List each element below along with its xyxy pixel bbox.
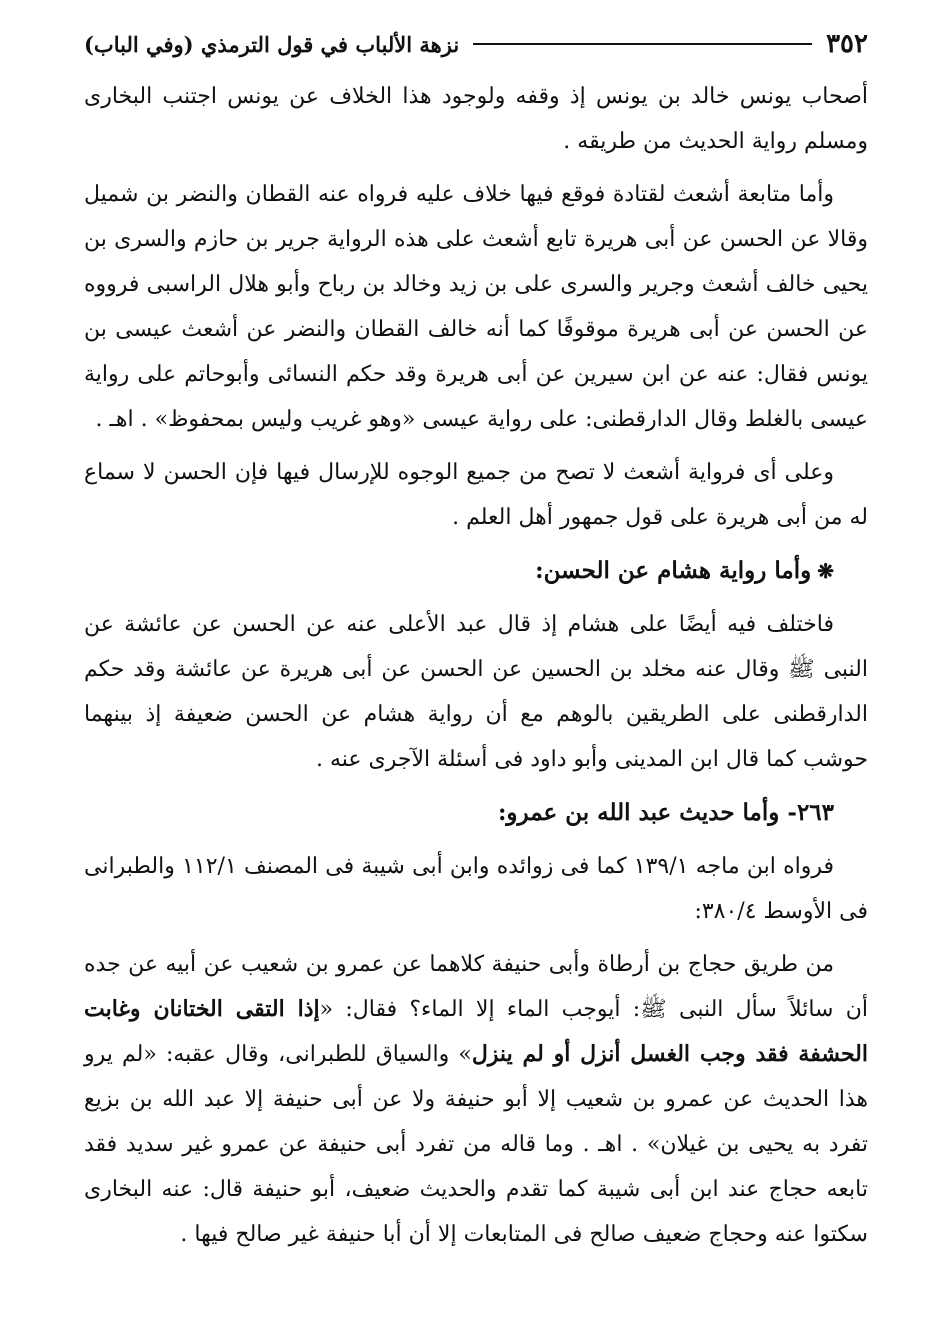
paragraph (84, 942, 868, 1257)
paragraph: وأما متابعة أشعث لقتادة فوقع فيها خلاف عليه فرواه عنه القطان والنضر بن شميل وقالا عن الحسن عن أبى هريرة تابع أشعث على هذه الرواية جرير بن حازم والسرى بن يحيى خالف أشعث وجرير والسرى على بن زيد وخالد بن رباح وأبو هلال الراسبى فرووه عن الحسن عن أبى هريرة موقوفًا كما أنه خالف القطان والنضر عن أشعث عيسى بن يونس فقال: عنه عن ابن سيرين عن أبى هريرة وقد حكم النسائى وأبوحاتم على رواية عيسى بالغلط وقال الدارقطنى: على رواية عيسى «وهو غريب وليس بمحفوظ» . اهـ . (84, 182, 868, 432)
running-title: نزهة الألباب في قول الترمذي (وفي الباب) (84, 31, 460, 57)
paragraph: أصحاب يونس خالد بن يونس إذ وقفه ولوجود هذا الخلاف عن يونس اجتنب البخارى ومسلم رواية الحديث من طريقه . (84, 84, 868, 154)
section-heading: ٢٦٣- وأما حديث عبد الله بن عمرو: (497, 799, 834, 826)
paragraph: فرواه ابن ماجه ١٣٩/١ كما فى زوائده وابن أبى شيبة فى المصنف ١١٢/١ والطبرانى فى الأوسط ٣٨٠/٤: (84, 854, 868, 924)
section-heading (84, 548, 868, 594)
paragraph-text: من طريق حجاج بن أرطاة وأبى حنيفة كلاهما عن عمرو بن شعيب عن أبيه عن جده أن سائلاً سأل النبى ﷺ: أيوجب الماء إلا الماء؟ فقال: « (84, 952, 868, 1022)
paragraph-text: » والسياق للطبرانى، وقال عقبه: «لم يرو هذا الحديث عن عمرو بن شعيب إلا أبو حنيفة ولا عن أبى حنيفة إلا عبد الله بن بزيع تفرد به يحيى بن غيلان» . اهـ . وما قاله من تفرد أبى حنيفة عن عمرو غير سديد فقد تابعه حجاج عند ابن أبى شيبة كما تقدم والحديث ضعيف، أبو حنيفة قال: عنه البخارى سكتوا عنه وحجاج ضعيف صالح فى المتابعات إلا أن أبا حنيفة غير صالح فيها . (84, 1042, 868, 1247)
paragraph: فاختلف فيه أيضًا على هشام إذ قال عبد الأعلى عنه عن الحسن عن عائشة عن النبى ﷺ وقال عنه مخلد بن الحسين عن الحسن عن أبى هريرة عن عائشة وقد حكم الدارقطنى على الطريقين بالوهم مع أن رواية هشام عن الحسن ضعيفة إذ بينهما حوشب كما قال ابن المدينى وأبو داود فى أسئلة الآجرى عنه . (84, 612, 868, 772)
page-number: ٣٥٢ (826, 29, 868, 59)
star-ornament-icon: ❋ (817, 559, 834, 583)
hadith-quote: إذا التقى الختانان وغابت الحشفة فقد وجب الغسل أنزل أو لم ينزل (84, 996, 868, 1067)
page-header (84, 22, 868, 66)
page-body (84, 74, 868, 1257)
header-rule (473, 43, 812, 45)
section-heading-text: وأما رواية هشام عن الحسن: (535, 557, 812, 584)
paragraph: وعلى أى فرواية أشعث لا تصح من جميع الوجوه للإرسال فيها فإن الحسن لا سماع له من أبى هريرة على قول جمهور أهل العلم . (84, 460, 868, 530)
